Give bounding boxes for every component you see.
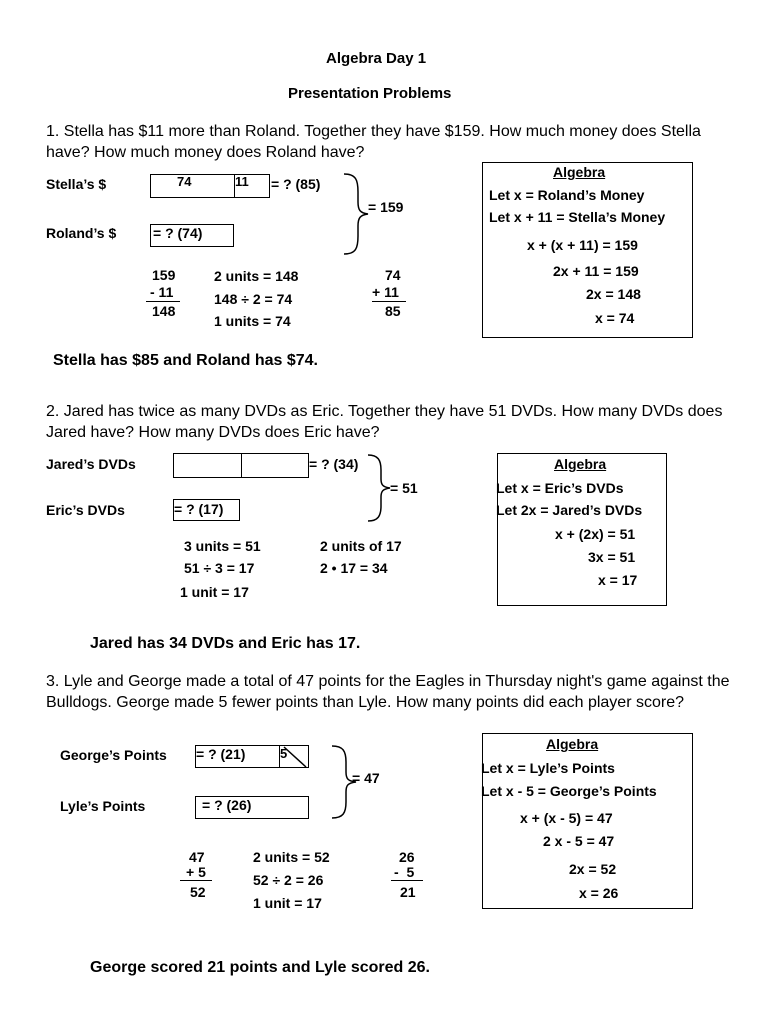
page-subtitle: Presentation Problems xyxy=(288,85,452,102)
p3-algebra-line: Let x = Lyle’s Points xyxy=(481,760,615,776)
stella-label: Stella’s $ xyxy=(46,176,107,192)
george-bar-text: = ? (21) xyxy=(196,746,246,762)
p1-add-top: 74 xyxy=(385,267,401,283)
p1-step-2: 148 ÷ 2 = 74 xyxy=(214,291,293,307)
george-seg-5: 5 xyxy=(280,746,288,761)
p3-sub-mid: - 5 xyxy=(394,864,415,880)
p1-add-bot: 85 xyxy=(385,303,401,319)
p1-add-mid: + 11 xyxy=(372,284,399,300)
p1-algebra-line: 2x = 148 xyxy=(586,286,641,302)
p3-sub-bot: 21 xyxy=(400,884,416,900)
p3-algebra-line: Let x - 5 = George’s Points xyxy=(481,783,657,799)
p3-add-rule xyxy=(180,880,212,881)
stella-seg-11: 11 xyxy=(235,174,249,189)
p2-answer: Jared has 34 DVDs and Eric has 17. xyxy=(90,635,361,652)
problem-3-question: 3. Lyle and George made a total of 47 points for the Eagles in Thursday night's game against the Bulldogs. George made 5 fewer points than Lyle. How many points did each player score? xyxy=(46,673,730,711)
eric-bar xyxy=(173,499,240,521)
p3-total: = 47 xyxy=(352,770,380,786)
p1-sub-mid: - 11 xyxy=(150,284,174,300)
p3-algebra-line: 2x = 52 xyxy=(569,861,617,877)
stella-bar-unit xyxy=(151,175,235,197)
p3-step-3: 1 unit = 17 xyxy=(253,895,322,911)
stella-bar xyxy=(150,174,270,198)
lyle-label: Lyle’s Points xyxy=(60,798,146,814)
eric-label: Eric’s DVDs xyxy=(46,502,125,518)
p3-answer: George scored 21 points and Lyle scored 26. xyxy=(90,959,430,976)
p1-add-rule xyxy=(372,301,406,302)
stella-seg-74: 74 xyxy=(177,174,192,189)
p2-step-right-2: 2 • 17 = 34 xyxy=(320,560,388,576)
roland-bar xyxy=(150,224,234,247)
p1-algebra-line: Let x = Roland’s Money xyxy=(489,187,645,203)
p2-algebra-box xyxy=(497,453,667,606)
p3-algebra-line: 2 x - 5 = 47 xyxy=(543,833,615,849)
p3-add-mid: + 5 xyxy=(186,864,206,880)
roland-bar-text: = ? (74) xyxy=(153,225,203,241)
p3-step-2: 52 ÷ 2 = 26 xyxy=(253,872,324,888)
p2-step-left-2: 51 ÷ 3 = 17 xyxy=(184,560,255,576)
page-title: Algebra Day 1 xyxy=(326,50,427,67)
roland-label: Roland’s $ xyxy=(46,225,117,241)
p1-algebra-box xyxy=(482,162,693,338)
p3-add-top: 47 xyxy=(189,849,205,865)
p2-algebra-line: Let x = Eric’s DVDs xyxy=(496,480,624,496)
jared-label: Jared’s DVDs xyxy=(46,456,136,472)
jared-bar-unit xyxy=(174,454,242,477)
george-bar xyxy=(195,745,309,768)
p3-algebra-line: x = 26 xyxy=(579,885,619,901)
jared-result: = ? (34) xyxy=(309,456,359,472)
p2-algebra-line: 3x = 51 xyxy=(588,549,636,565)
p1-step-1: 2 units = 148 xyxy=(214,268,299,284)
george-label: George’s Points xyxy=(60,747,167,763)
p2-step-right-1: 2 units of 17 xyxy=(320,538,402,554)
p3-algebra-box xyxy=(482,733,693,909)
problem-2-question: 2. Jared has twice as many DVDs as Eric. Together they have 51 DVDs. How many DVDs does Jared have? How many DVDs does Eric have? xyxy=(46,403,723,441)
lyle-bar-text: = ? (26) xyxy=(202,797,252,813)
p1-sub-rule xyxy=(146,301,180,302)
p1-algebra-line: x = 74 xyxy=(595,310,635,326)
p1-algebra-line: 2x + 11 = 159 xyxy=(553,263,639,279)
p1-algebra-line: Let x + 11 = Stella’s Money xyxy=(489,209,666,225)
jared-bar xyxy=(173,453,309,478)
p3-sub-top: 26 xyxy=(399,849,415,865)
problem-1-question: 1. Stella has $11 more than Roland. Together they have $159. How much money does Stella have? How much money does Roland have? xyxy=(46,123,701,161)
p3-add-bot: 52 xyxy=(190,884,206,900)
p2-algebra-line: x + (2x) = 51 xyxy=(555,526,636,542)
p1-step-3: 1 units = 74 xyxy=(214,313,291,329)
p3-algebra-title: Algebra xyxy=(546,736,599,752)
p2-step-left-3: 1 unit = 17 xyxy=(180,584,249,600)
p1-algebra-title: Algebra xyxy=(553,164,606,180)
p2-algebra-title: Algebra xyxy=(554,456,607,472)
lyle-bar xyxy=(195,796,309,819)
p3-step-1: 2 units = 52 xyxy=(253,849,330,865)
p3-algebra-line: x + (x - 5) = 47 xyxy=(520,810,613,826)
p1-algebra-line: x + (x + 11) = 159 xyxy=(527,237,638,253)
p3-sub-rule xyxy=(391,880,423,881)
p2-algebra-line: Let 2x = Jared’s DVDs xyxy=(496,502,643,518)
eric-bar-text: = ? (17) xyxy=(174,501,224,517)
p2-total: = 51 xyxy=(390,480,418,496)
strike-icon xyxy=(280,746,310,768)
p1-sub-top: 159 xyxy=(152,267,176,283)
p2-step-left-1: 3 units = 51 xyxy=(184,538,261,554)
p1-answer: Stella has $85 and Roland has $74. xyxy=(53,352,318,369)
stella-result: = ? (85) xyxy=(271,176,321,192)
p2-algebra-line: x = 17 xyxy=(598,572,638,588)
p1-sub-bot: 148 xyxy=(152,303,176,319)
p1-total: = 159 xyxy=(368,199,404,215)
